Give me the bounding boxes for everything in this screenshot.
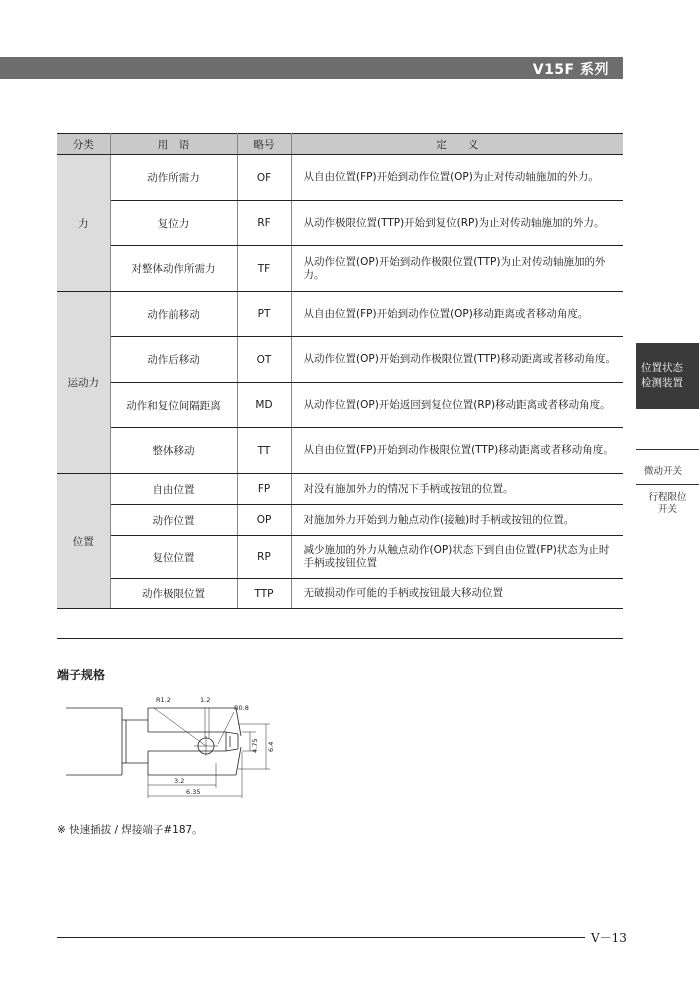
side-tab-label: 行程限位 bbox=[648, 492, 687, 503]
term-cell: 动作极限位置 bbox=[110, 579, 237, 609]
header-term: 用 语 bbox=[110, 134, 237, 155]
definition-cell: 从自由位置(FP)开始到动作极限位置(TTP)移动距离或者移动角度。 bbox=[291, 428, 623, 474]
abbr-cell: TTP bbox=[237, 579, 291, 609]
section-divider bbox=[57, 638, 623, 639]
abbr-cell: PT bbox=[237, 292, 291, 337]
page-number: V－13 bbox=[591, 931, 627, 945]
terminal-spec-title: 端子规格 bbox=[57, 668, 106, 682]
abbr-cell: OF bbox=[237, 155, 291, 201]
side-tab-micro-switch[interactable]: 微动开关 bbox=[644, 466, 683, 477]
dim-width: 1.2 bbox=[200, 696, 211, 704]
abbr-cell: OT bbox=[237, 337, 291, 383]
dim-h1: 4.75 bbox=[251, 738, 259, 753]
dim-r1: R1.2 bbox=[156, 696, 171, 704]
category-cell: 运动力 bbox=[57, 292, 110, 474]
table-header-row bbox=[57, 134, 623, 155]
header-abbr: 略号 bbox=[237, 134, 291, 155]
definition-cell: 减少施加的外力从触点动作(OP)状态下到自由位置(FP)状态为止时手柄或按钮位置 bbox=[291, 536, 623, 579]
terminal-note: ※ 快速插拔 / 焊接端子#187。 bbox=[57, 824, 203, 836]
table-row bbox=[57, 579, 623, 609]
footer-rule bbox=[57, 937, 585, 938]
term-cell: 复位位置 bbox=[110, 536, 237, 579]
term-cell: 整体移动 bbox=[110, 428, 237, 474]
definition-cell: 对没有施加外力的情况下手柄或按钮的位置。 bbox=[291, 474, 623, 505]
table-row bbox=[57, 201, 623, 246]
table-row bbox=[57, 246, 623, 292]
series-title: V15F 系列 bbox=[532, 62, 609, 78]
definition-cell: 从动作极限位置(TTP)开始到复位(RP)为止对传动轴施加的外力。 bbox=[291, 201, 623, 246]
abbr-cell: TF bbox=[237, 246, 291, 292]
category-cell: 力 bbox=[57, 155, 110, 292]
dim-l1: 3.2 bbox=[174, 777, 185, 785]
category-cell: 位置 bbox=[57, 474, 110, 609]
definition-cell: 从自由位置(FP)开始到动作位置(OP)为止对传动轴施加的外力。 bbox=[291, 155, 623, 201]
term-cell: 动作所需力 bbox=[110, 155, 237, 201]
definition-cell: 从动作位置(OP)开始到动作极限位置(TTP)移动距离或者移动角度。 bbox=[291, 337, 623, 383]
abbr-cell: MD bbox=[237, 383, 291, 428]
definition-cell: 从动作位置(OP)开始到动作极限位置(TTP)为止对传动轴施加的外力。 bbox=[291, 246, 623, 292]
side-tab-label: 开关 bbox=[657, 504, 677, 515]
abbr-cell: RP bbox=[237, 536, 291, 579]
definition-cell: 无破损动作可能的手柄或按钮最大移动位置 bbox=[291, 579, 623, 609]
header-bar bbox=[0, 57, 623, 79]
table-row bbox=[57, 505, 623, 536]
table-row bbox=[57, 536, 623, 579]
dim-h2: 6.4 bbox=[267, 741, 275, 752]
header-category: 分类 bbox=[57, 134, 110, 155]
dim-r2: R0.8 bbox=[234, 704, 249, 712]
terms-table bbox=[57, 133, 623, 609]
side-divider bbox=[636, 484, 699, 485]
term-cell: 动作前移动 bbox=[110, 292, 237, 337]
table-row bbox=[57, 474, 623, 505]
term-cell: 动作和复位间隔距离 bbox=[110, 383, 237, 428]
definition-cell: 从动作位置(OP)开始返回到复位位置(RP)移动距离或者移动角度。 bbox=[291, 383, 623, 428]
abbr-cell: TT bbox=[237, 428, 291, 474]
definition-cell: 对施加外力开始到力触点动作(接触)时手柄或按钮的位置。 bbox=[291, 505, 623, 536]
definition-cell: 从自由位置(FP)开始到动作位置(OP)移动距离或者移动角度。 bbox=[291, 292, 623, 337]
header-definition: 定 义 bbox=[291, 134, 623, 155]
side-tab-label: 检测装置 bbox=[641, 377, 683, 389]
term-cell: 动作位置 bbox=[110, 505, 237, 536]
side-tab-label: 位置状态 bbox=[641, 362, 683, 374]
table-row bbox=[57, 292, 623, 337]
side-divider bbox=[636, 449, 699, 450]
abbr-cell: OP bbox=[237, 505, 291, 536]
terminal-drawing bbox=[66, 690, 276, 805]
term-cell: 动作后移动 bbox=[110, 337, 237, 383]
term-cell: 复位力 bbox=[110, 201, 237, 246]
side-tab-limit-switch[interactable] bbox=[636, 492, 699, 516]
table-row bbox=[57, 428, 623, 474]
side-tab-position-detector[interactable] bbox=[636, 343, 699, 409]
abbr-cell: FP bbox=[237, 474, 291, 505]
term-cell: 对整体动作所需力 bbox=[110, 246, 237, 292]
table-row bbox=[57, 337, 623, 383]
term-cell: 自由位置 bbox=[110, 474, 237, 505]
table-row bbox=[57, 155, 623, 201]
dim-l2: 6.35 bbox=[186, 788, 201, 796]
table-row bbox=[57, 383, 623, 428]
abbr-cell: RF bbox=[237, 201, 291, 246]
